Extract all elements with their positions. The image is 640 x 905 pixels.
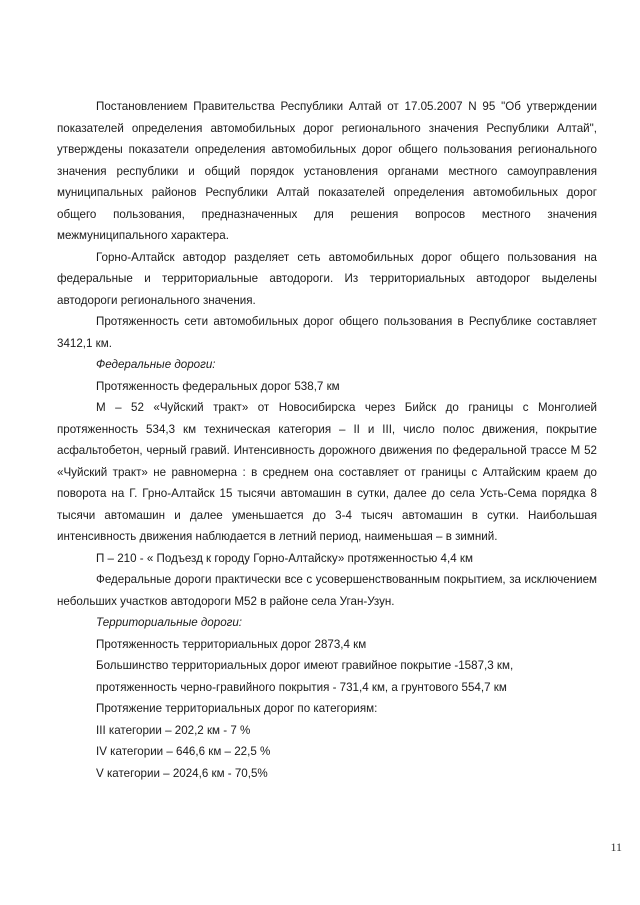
paragraph-federal-coverage: Федеральные дороги практически все с усовершенствованным покрытием, за исключением небольших участков автодороги М52 в районе села Уган-Узун.	[57, 573, 597, 608]
territorial-roads-majority: Большинство территориальных дорог имеют гравийное покрытие -1587,3 км,	[96, 659, 514, 672]
territorial-categories-intro: Протяжение территориальных дорог по категориям:	[96, 702, 378, 715]
page-number: 11	[610, 840, 622, 854]
territorial-roads-heading: Территориальные дороги:	[96, 616, 243, 629]
paragraph-p210: П – 210 - « Подъезд к городу Горно-Алтайску» протяженностью 4,4 км	[96, 551, 473, 565]
document-body	[57, 96, 597, 784]
paragraph-m52: М – 52 «Чуйский тракт» от Новосибирска через Бийск до границы с Монголией протяженность 534,3 км техническая категория – II и III, число полос движения, покрытие асфальтобетон, черный гравий. Интенсивность дорожного движения по федеральной трассе М 52 «Чуйский тракт» не равномерна : в среднем она составляет от границы с Алтайским краем до поворота на Г. Грно-Алтайск 15 тысячи автомашин в сутки, далее до села Усть-Сема порядка 8 тысячи автомашин и далее уменьшается до 3-4 тысяч автомашин в сутки. Наибольшая интенсивность движения наблюдается в летний период, наименьшая – в зимний.	[57, 401, 597, 543]
paragraph-road-network: Горно-Алтайск автодор разделяет сеть автомобильных дорог общего пользования на федеральные и территориальные автодороги. Из территориальных автодорог выделены автодороги регионального значения.	[57, 250, 597, 307]
paragraph-resolution: Постановлением Правительства Республики Алтай от 17.05.2007 N 95 "Об утверждении показателей определения автомобильных дорог регионального значения Республики Алтай", утверждены показатели определения автомобильных дорог общего пользования регионального значения республики и общий порядок установления органами местного самоуправления муниципальных районов Республики Алтай показателей определения автомобильных дорог общего пользования, предназначенных для решения вопросов местного значения межмуниципального характера.	[57, 100, 597, 242]
territorial-roads-length: Протяженность территориальных дорог 2873,4 км	[96, 637, 367, 651]
territorial-roads-other: протяженность черно-гравийного покрытия - 731,4 км, а грунтового 554,7 км	[96, 680, 507, 694]
category-iii: III категории – 202,2 км - 7 %	[96, 723, 251, 737]
category-iv: IV категории – 646,6 км – 22,5 %	[96, 745, 271, 758]
federal-roads-heading: Федеральные дороги:	[96, 358, 216, 371]
federal-roads-length: Протяженность федеральных дорог 538,7 км	[96, 379, 340, 393]
category-v: V категории – 2024,6 км - 70,5%	[96, 766, 268, 780]
paragraph-total-length: Протяженность сети автомобильных дорог общего пользования в Республике составляет 3412,1 км.	[57, 315, 597, 350]
